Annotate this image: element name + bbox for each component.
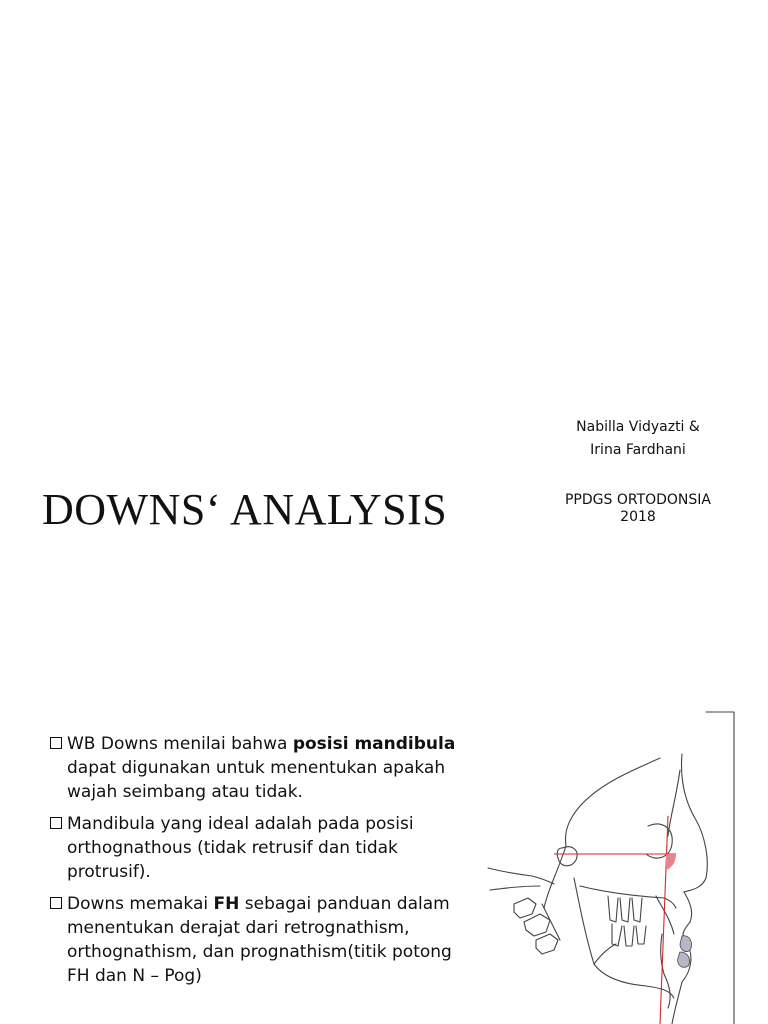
author-line-2: Irina Fardhani <box>590 442 686 458</box>
cervical-line-2 <box>490 886 540 890</box>
upper-molar-2 <box>620 898 630 922</box>
author-block <box>548 416 728 462</box>
content-slide <box>0 688 768 1024</box>
checkbox-square-icon <box>50 737 62 749</box>
orbit-outline <box>646 824 672 858</box>
maxilla-outline <box>580 886 676 908</box>
soft-tissue-profile <box>672 754 707 1024</box>
slide-title: DOWNS‘ ANALYSIS <box>42 485 448 534</box>
checkbox-square-icon <box>50 817 62 829</box>
bullet-list <box>48 732 468 996</box>
organization-line: PPDGS ORTODONSIA <box>564 492 711 508</box>
bullet-item <box>48 892 468 988</box>
bullet-emphasis: FH <box>213 894 240 914</box>
mandible-inner <box>594 944 616 964</box>
lower-premolar <box>636 926 646 944</box>
upper-molar-1 <box>608 896 618 922</box>
vertebra-1 <box>514 898 536 918</box>
author-line-1: Nabilla Vidyazti & <box>576 419 700 435</box>
lower-lip-shape <box>678 952 690 967</box>
bullet-text: dapat digunakan untuk menentukan apakah wajah seimbang atau tidak. <box>67 758 446 802</box>
nasion-pogonion-line <box>660 816 668 1024</box>
lower-molar-2 <box>624 926 634 946</box>
checkbox-square-icon <box>50 897 62 909</box>
bullet-text: sebagai panduan dalam menentukan derajat dari retrognathism, orthognathism, dan prognathism(titik potong FH dan N – Pog) <box>67 894 452 986</box>
nasal-bone <box>668 770 680 836</box>
lower-molar-1 <box>612 924 622 946</box>
vertebra-3 <box>536 934 558 954</box>
mandible-outline <box>574 878 674 998</box>
bullet-emphasis: posisi mandibula <box>292 734 456 754</box>
cephalometric-tracing-figure <box>484 708 740 1024</box>
facial-angle-marker <box>666 854 676 870</box>
cervical-line-1 <box>488 868 554 884</box>
bullet-item <box>48 732 468 804</box>
bullet-text: Mandibula yang ideal adalah pada posisi orthognathous (tidak retrusif dan tidak protrusif). <box>67 814 414 882</box>
year-line: 2018 <box>620 509 656 525</box>
skull-base <box>544 846 566 908</box>
bullet-text: WB Downs menilai bahwa <box>67 734 293 754</box>
upper-lip-shape <box>680 936 692 952</box>
organization-block <box>548 492 728 526</box>
porion-ring <box>557 847 577 866</box>
cranial-outline <box>566 758 660 846</box>
bullet-item <box>48 812 468 884</box>
figure-frame-line <box>706 712 734 1024</box>
vertebra-2 <box>524 914 550 936</box>
bullet-text: Downs memakai <box>67 894 214 914</box>
upper-premolar <box>632 898 642 922</box>
